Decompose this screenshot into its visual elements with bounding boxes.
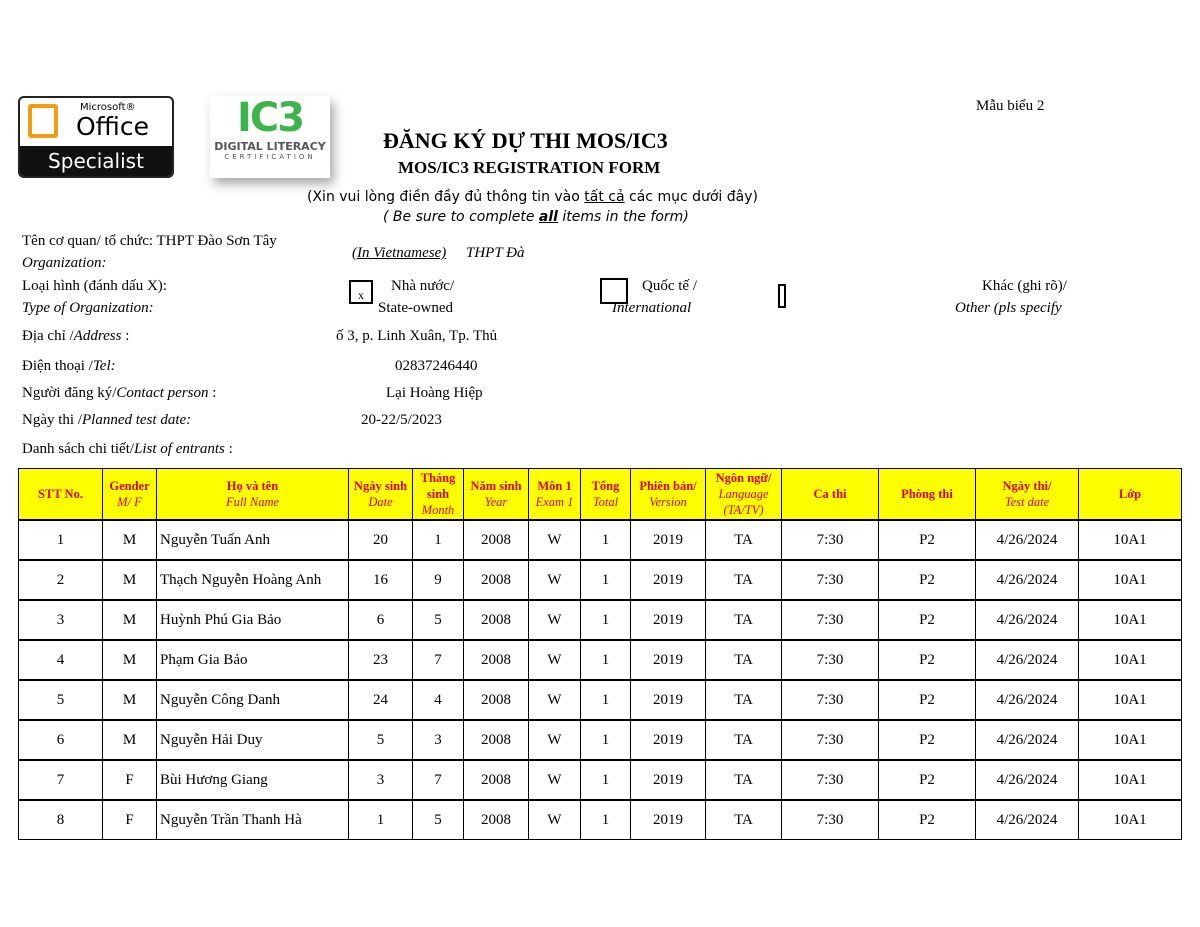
state-owned-checkbox[interactable]: x (349, 280, 373, 304)
table-row (19, 520, 1182, 560)
table-cell[interactable]: 2019 (631, 720, 706, 760)
table-cell[interactable]: Nguyễn Công Danh (157, 680, 349, 720)
header-sublabel: Version (649, 495, 687, 509)
header-sublabel: M/ F (117, 495, 142, 509)
type-state: Nhà nước/ (391, 278, 455, 294)
type-label: Loại hình (đánh dấu X): (22, 278, 167, 294)
org-vi-value[interactable]: THPT Đà (466, 245, 525, 261)
table-cell[interactable]: 5 (19, 680, 103, 720)
table-cell[interactable]: Nguyễn Tuấn Anh (157, 520, 349, 560)
table-cell[interactable]: 4 (19, 640, 103, 680)
table-cell[interactable]: 8 (19, 800, 103, 840)
text: Điện thoại / (22, 358, 93, 374)
entrants-table (18, 468, 1182, 840)
table-cell[interactable]: 7:30 (782, 640, 879, 680)
org-vi-label: (In Vietnamese) (352, 245, 447, 261)
table-cell[interactable]: 1 (581, 680, 631, 720)
table-cell[interactable]: 4/26/2024 (976, 760, 1079, 800)
table-cell[interactable]: M (103, 520, 157, 560)
table-cell[interactable]: W (529, 600, 581, 640)
table-cell[interactable]: P2 (879, 640, 976, 680)
text: Danh sách chi tiết/ (22, 441, 135, 457)
table-cell[interactable]: Huỳnh Phú Gia Bảo (157, 600, 349, 640)
text: Contact person (116, 385, 209, 401)
text: Address (73, 328, 122, 344)
table-cell[interactable]: 10A1 (1079, 680, 1182, 720)
table-cell[interactable]: 10A1 (1079, 720, 1182, 760)
column-header (529, 469, 581, 521)
address-label: Địa chỉ /Address : (22, 328, 130, 344)
column-header (581, 469, 631, 521)
header-label: Phòng thi (901, 487, 953, 501)
table-cell[interactable]: F (103, 800, 157, 840)
text: Người đăng ký/ (22, 385, 117, 401)
title-vi: ĐĂNG KÝ DỰ THI MOS/IC3 (383, 128, 668, 153)
header-label: STT No. (38, 487, 83, 501)
table-cell[interactable]: M (103, 680, 157, 720)
header-sublabel: Test date (1004, 495, 1050, 509)
address-value[interactable]: ố 3, p. Linh Xuân, Tp. Thủ (336, 328, 498, 344)
header-sublabel: Date (368, 495, 393, 509)
header-sublabel: Exam 1 (535, 495, 574, 509)
header-sublabel: Language (TA/TV) (718, 487, 769, 517)
table-cell[interactable]: 9 (413, 560, 464, 600)
table-cell[interactable]: 20 (349, 520, 413, 560)
header-label: Năm sinh (470, 479, 522, 493)
table-cell[interactable]: 1 (413, 520, 464, 560)
ic3-logo (210, 96, 330, 178)
header-label: Phiên bản/ (639, 479, 697, 493)
table-cell[interactable]: 4/26/2024 (976, 520, 1079, 560)
table-cell[interactable]: Thạch Nguyễn Hoàng Anh (157, 560, 349, 600)
header-label: Gender (109, 479, 150, 493)
table-cell[interactable]: W (529, 720, 581, 760)
text: items in the form) (557, 209, 689, 225)
table-cell[interactable]: P2 (879, 720, 976, 760)
column-header (706, 469, 782, 521)
table-cell[interactable]: 1 (19, 520, 103, 560)
table-cell[interactable]: 3 (349, 760, 413, 800)
table-cell[interactable]: M (103, 720, 157, 760)
table-cell[interactable]: 2008 (464, 640, 529, 680)
table-cell[interactable]: 2008 (464, 800, 529, 840)
text: all (538, 209, 558, 225)
logo-text: Specialist (20, 146, 172, 176)
date-label (22, 412, 191, 429)
table-cell[interactable]: TA (706, 720, 782, 760)
table-cell[interactable]: W (529, 800, 581, 840)
text: Ngày thi / (22, 412, 82, 428)
other-checkbox[interactable] (778, 284, 786, 308)
column-header (157, 469, 349, 521)
table-cell[interactable]: 3 (19, 600, 103, 640)
table-cell[interactable]: TA (706, 800, 782, 840)
column-header (976, 469, 1079, 521)
table-cell[interactable]: 2 (19, 560, 103, 600)
logo-text: CERTIFICATION (224, 153, 316, 161)
table-cell[interactable]: 7:30 (782, 520, 879, 560)
header-label: Tháng sinh (420, 471, 456, 501)
table-cell[interactable]: Nguyễn Trần Thanh Hà (157, 800, 349, 840)
table-cell[interactable]: 5 (413, 800, 464, 840)
table-cell[interactable]: 2019 (631, 560, 706, 600)
table-cell[interactable]: P2 (879, 560, 976, 600)
table-cell[interactable]: P2 (879, 760, 976, 800)
table-cell[interactable]: 7:30 (782, 600, 879, 640)
table-cell[interactable]: 23 (349, 640, 413, 680)
column-header (879, 469, 976, 521)
table-cell[interactable]: 7:30 (782, 760, 879, 800)
table-cell[interactable]: W (529, 640, 581, 680)
org-label: Tên cơ quan/ tổ chức: THPT Đào Sơn Tây (22, 233, 277, 249)
form-code: Mẫu biểu 2 (976, 98, 1045, 114)
table-cell[interactable]: 1 (581, 760, 631, 800)
table-cell[interactable]: TA (706, 600, 782, 640)
table-cell[interactable]: 1 (581, 640, 631, 680)
table-cell[interactable]: 10A1 (1079, 560, 1182, 600)
table-cell[interactable]: 5 (413, 600, 464, 640)
table-cell[interactable]: 7:30 (782, 560, 879, 600)
text: tất cả (584, 189, 625, 205)
office-icon (28, 104, 58, 138)
table-cell[interactable]: 1 (581, 600, 631, 640)
type-label-en: Type of Organization: (22, 300, 154, 316)
table-cell[interactable]: P2 (879, 680, 976, 720)
table-cell[interactable]: TA (706, 520, 782, 560)
column-header (413, 469, 464, 521)
table-row (19, 560, 1182, 600)
table-row (19, 760, 1182, 800)
table-cell[interactable]: 4/26/2024 (976, 720, 1079, 760)
table-cell[interactable]: TA (706, 640, 782, 680)
table-cell[interactable]: 4 (413, 680, 464, 720)
table-cell[interactable]: 6 (19, 720, 103, 760)
table-cell[interactable]: P2 (879, 800, 976, 840)
table-cell[interactable]: M (103, 560, 157, 600)
table-cell[interactable]: P2 (879, 600, 976, 640)
mos-logo (18, 96, 174, 178)
header-label: Ngày thi/ (1002, 479, 1052, 493)
table-cell[interactable]: TA (706, 560, 782, 600)
table-cell[interactable]: 2008 (464, 680, 529, 720)
header-label: Ca thi (813, 487, 847, 501)
table-cell[interactable]: 4/26/2024 (976, 640, 1079, 680)
text: (Xin vui lòng điền đầy đủ thông tin vào (307, 189, 585, 205)
table-cell[interactable]: 7:30 (782, 680, 879, 720)
table-cell[interactable]: 10A1 (1079, 600, 1182, 640)
org-label-en: Organization: (22, 255, 107, 271)
text: Tel: (92, 358, 116, 374)
contact-value[interactable]: Lại Hoàng Hiệp (386, 385, 483, 401)
header-sublabel: Year (484, 495, 508, 509)
header-label: Môn 1 (537, 479, 572, 493)
table-cell[interactable]: 2019 (631, 680, 706, 720)
title-en: MOS/IC3 REGISTRATION FORM (398, 158, 661, 177)
table-cell[interactable]: 24 (349, 680, 413, 720)
table-cell[interactable]: 7 (413, 760, 464, 800)
table-cell[interactable]: W (529, 520, 581, 560)
table-cell[interactable]: 2008 (464, 720, 529, 760)
logo-text: Office (76, 112, 149, 141)
table-cell[interactable]: Bùi Hương Giang (157, 760, 349, 800)
table-cell[interactable]: 1 (581, 800, 631, 840)
table-cell[interactable]: 2019 (631, 760, 706, 800)
table-cell[interactable]: 4/26/2024 (976, 560, 1079, 600)
type-other: Khác (ghi rõ)/ (982, 278, 1067, 294)
text: Địa chỉ / (22, 328, 74, 344)
table-cell[interactable]: 2008 (464, 760, 529, 800)
table-cell[interactable]: 7:30 (782, 800, 879, 840)
column-header (103, 469, 157, 521)
table-cell[interactable]: W (529, 560, 581, 600)
table-cell[interactable]: Nguyễn Hải Duy (157, 720, 349, 760)
table-cell[interactable]: 1 (581, 560, 631, 600)
table-cell[interactable]: Phạm Gia Bảo (157, 640, 349, 680)
table-cell[interactable]: 4/26/2024 (976, 600, 1079, 640)
table-cell[interactable]: 2019 (631, 640, 706, 680)
column-header (19, 469, 103, 521)
type-intl: Quốc tế / (642, 278, 697, 294)
table-cell[interactable]: 16 (349, 560, 413, 600)
table-cell[interactable]: M (103, 640, 157, 680)
column-header (349, 469, 413, 521)
text: ( Be sure to complete (383, 209, 539, 225)
column-header (1079, 469, 1182, 521)
table-cell[interactable]: F (103, 760, 157, 800)
logo-text: IC3 (236, 95, 304, 141)
table-cell[interactable]: 7:30 (782, 720, 879, 760)
logo-text: Microsoft® (80, 102, 136, 113)
table-cell[interactable]: 2019 (631, 520, 706, 560)
table-cell[interactable]: 10A1 (1079, 520, 1182, 560)
text: List of entrants (134, 441, 225, 457)
text: các mục dưới đây) (624, 189, 758, 205)
table-cell[interactable]: 3 (413, 720, 464, 760)
instruction-vi (307, 189, 758, 205)
tel-label (22, 358, 116, 375)
header-label: Họ và tên (226, 479, 279, 493)
table-cell[interactable]: 1 (349, 800, 413, 840)
table-cell[interactable]: 1 (581, 520, 631, 560)
column-header (464, 469, 529, 521)
table-cell[interactable]: 10A1 (1079, 760, 1182, 800)
date-value[interactable]: 20-22/5/2023 (361, 412, 442, 428)
table-cell[interactable]: 7 (19, 760, 103, 800)
table-cell[interactable]: 4/26/2024 (976, 800, 1079, 840)
table-cell[interactable]: P2 (879, 520, 976, 560)
table-header-row (19, 469, 1182, 521)
table-cell[interactable]: 7 (413, 640, 464, 680)
instruction-en (383, 209, 689, 225)
type-other-en: Other (pls specify (955, 300, 1062, 316)
header-label: Lớp (1118, 487, 1142, 501)
column-header (631, 469, 706, 521)
table-cell[interactable]: 5 (349, 720, 413, 760)
table-cell[interactable]: 2008 (464, 520, 529, 560)
table-cell[interactable]: M (103, 600, 157, 640)
header-sublabel: Month (421, 503, 455, 517)
column-header (782, 469, 879, 521)
header-label: Ngày sinh (353, 479, 408, 493)
header-label: Ngôn ngữ/ (715, 471, 772, 485)
table-cell[interactable]: TA (706, 680, 782, 720)
table-cell[interactable]: 10A1 (1079, 800, 1182, 840)
table-cell[interactable]: W (529, 760, 581, 800)
table-row (19, 680, 1182, 720)
type-state-en: State-owned (378, 300, 453, 316)
header-sublabel: Full Name (225, 495, 280, 509)
table-row (19, 640, 1182, 680)
list-label: Danh sách chi tiết/List of entrants : (22, 441, 233, 457)
table-cell[interactable]: 1 (581, 720, 631, 760)
table-row (19, 600, 1182, 640)
type-intl-en: International (612, 300, 692, 316)
table-cell[interactable]: 6 (349, 600, 413, 640)
table-cell[interactable]: 2008 (464, 560, 529, 600)
table-cell[interactable]: 2019 (631, 600, 706, 640)
contact-label: Người đăng ký/Contact person : (22, 385, 217, 401)
table-row (19, 720, 1182, 760)
header-label: Tổng (591, 479, 620, 493)
table-row (19, 800, 1182, 840)
text: Planned test date: (82, 412, 192, 428)
table-cell[interactable]: W (529, 680, 581, 720)
table-cell[interactable]: TA (706, 760, 782, 800)
header-sublabel: Total (592, 495, 619, 509)
table-cell[interactable]: 10A1 (1079, 640, 1182, 680)
table-cell[interactable]: 4/26/2024 (976, 680, 1079, 720)
tel-value[interactable]: 02837246440 (395, 358, 478, 374)
table-cell[interactable]: 2019 (631, 800, 706, 840)
table-cell[interactable]: 2008 (464, 600, 529, 640)
logo-text: DIGITAL LITERACY (214, 140, 326, 153)
